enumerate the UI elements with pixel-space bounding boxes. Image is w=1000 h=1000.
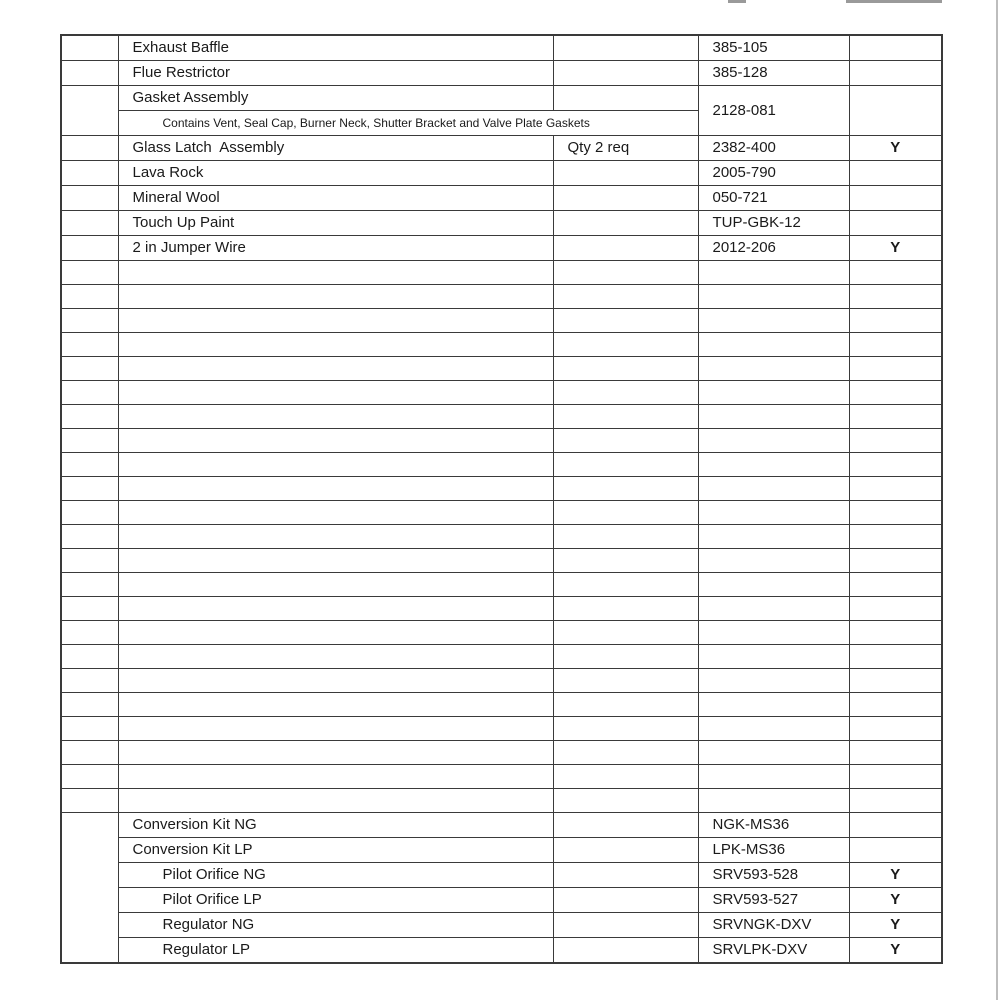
table-row <box>61 211 942 236</box>
description-cell: Exhaust Baffle <box>118 35 553 61</box>
stocked-cell <box>849 86 942 136</box>
qty-cell <box>553 161 698 186</box>
row-marker-cell <box>61 453 118 477</box>
stocked-cell <box>849 381 942 405</box>
stocked-cell <box>849 741 942 765</box>
row-marker-cell <box>61 501 118 525</box>
row-marker-cell <box>61 161 118 186</box>
part-number-cell <box>698 693 849 717</box>
qty-cell <box>553 86 698 111</box>
part-number-cell: NGK-MS36 <box>698 813 849 838</box>
stocked-cell <box>849 717 942 741</box>
part-number-cell: 2005-790 <box>698 161 849 186</box>
qty-cell <box>553 597 698 621</box>
part-number-cell <box>698 405 849 429</box>
table-row <box>61 863 942 888</box>
stocked-cell: Y <box>849 236 942 261</box>
description-cell: Touch Up Paint <box>118 211 553 236</box>
description-cell <box>118 261 553 285</box>
description-cell <box>118 669 553 693</box>
row-marker-cell <box>61 61 118 86</box>
stocked-cell <box>849 645 942 669</box>
part-number-cell <box>698 309 849 333</box>
part-number-cell <box>698 621 849 645</box>
stocked-cell <box>849 573 942 597</box>
qty-cell <box>553 913 698 938</box>
qty-cell <box>553 717 698 741</box>
qty-cell <box>553 525 698 549</box>
cropped-header-mark <box>728 0 746 3</box>
qty-cell <box>553 211 698 236</box>
description-cell: Conversion Kit NG <box>118 813 553 838</box>
row-marker-cell <box>61 285 118 309</box>
row-marker-cell <box>61 86 118 136</box>
description-cell <box>118 573 553 597</box>
description-cell: Conversion Kit LP <box>118 838 553 863</box>
qty-cell <box>553 549 698 573</box>
part-number-cell <box>698 453 849 477</box>
row-marker-cell <box>61 645 118 669</box>
blank-table-row <box>61 597 942 621</box>
qty-cell <box>553 381 698 405</box>
blank-table-row <box>61 333 942 357</box>
row-marker-cell <box>61 477 118 501</box>
part-number-cell <box>698 333 849 357</box>
description-cell: 2 in Jumper Wire <box>118 236 553 261</box>
part-number-cell: SRV593-527 <box>698 888 849 913</box>
cropped-header-mark <box>846 0 942 3</box>
stocked-cell <box>849 309 942 333</box>
stocked-cell: Y <box>849 888 942 913</box>
cropped-header-marks <box>728 0 958 5</box>
qty-cell <box>553 669 698 693</box>
row-marker-cell <box>61 35 118 61</box>
row-marker-cell <box>61 717 118 741</box>
part-number-cell <box>698 741 849 765</box>
part-number-cell <box>698 501 849 525</box>
stocked-cell <box>849 161 942 186</box>
qty-cell <box>553 813 698 838</box>
description-cell <box>118 525 553 549</box>
qty-cell <box>553 405 698 429</box>
part-number-cell: 2382-400 <box>698 136 849 161</box>
description-cell <box>118 789 553 813</box>
part-number-cell <box>698 261 849 285</box>
part-number-cell <box>698 645 849 669</box>
part-number-cell <box>698 573 849 597</box>
stocked-cell: Y <box>849 863 942 888</box>
description-cell <box>118 429 553 453</box>
table-row <box>61 888 942 913</box>
blank-table-row <box>61 309 942 333</box>
blank-table-row <box>61 789 942 813</box>
part-number-cell <box>698 597 849 621</box>
description-cell <box>118 645 553 669</box>
description-cell: Glass Latch Assembly <box>118 136 553 161</box>
stocked-cell: Y <box>849 913 942 938</box>
blank-table-row <box>61 669 942 693</box>
part-number-cell <box>698 549 849 573</box>
part-number-cell <box>698 669 849 693</box>
part-number-cell: LPK-MS36 <box>698 838 849 863</box>
parts-table <box>60 34 943 964</box>
stocked-cell <box>849 549 942 573</box>
row-marker-cell <box>61 693 118 717</box>
part-number-cell <box>698 789 849 813</box>
description-cell: Mineral Wool <box>118 186 553 211</box>
stocked-cell <box>849 261 942 285</box>
part-number-cell <box>698 525 849 549</box>
blank-table-row <box>61 741 942 765</box>
table-row <box>61 913 942 938</box>
row-marker-cell <box>61 765 118 789</box>
blank-table-row <box>61 717 942 741</box>
row-marker-cell <box>61 597 118 621</box>
description-cell <box>118 765 553 789</box>
row-marker-cell <box>61 211 118 236</box>
description-cell <box>118 453 553 477</box>
description-cell <box>118 717 553 741</box>
qty-cell <box>553 621 698 645</box>
description-cell <box>118 309 553 333</box>
description-cell <box>118 285 553 309</box>
qty-cell <box>553 61 698 86</box>
description-cell <box>118 621 553 645</box>
stocked-cell <box>849 35 942 61</box>
qty-cell: Qty 2 req <box>553 136 698 161</box>
stocked-cell <box>849 61 942 86</box>
table-row <box>61 236 942 261</box>
blank-table-row <box>61 285 942 309</box>
parts-table-body <box>61 35 942 963</box>
stocked-cell <box>849 357 942 381</box>
qty-cell <box>553 35 698 61</box>
description-cell: Pilot Orifice NG <box>118 863 553 888</box>
part-number-cell <box>698 477 849 501</box>
row-marker-cell <box>61 669 118 693</box>
blank-table-row <box>61 477 942 501</box>
qty-cell <box>553 261 698 285</box>
blank-table-row <box>61 525 942 549</box>
qty-cell <box>553 741 698 765</box>
stocked-cell <box>849 621 942 645</box>
description-cell <box>118 357 553 381</box>
part-number-cell <box>698 765 849 789</box>
row-marker-cell <box>61 333 118 357</box>
table-row <box>61 938 942 964</box>
table-row <box>61 136 942 161</box>
row-marker-cell <box>61 525 118 549</box>
part-number-cell: 2128-081 <box>698 86 849 136</box>
blank-table-row <box>61 453 942 477</box>
description-cell: Regulator NG <box>118 913 553 938</box>
part-number-cell: SRVLPK-DXV <box>698 938 849 964</box>
blank-table-row <box>61 621 942 645</box>
part-number-cell <box>698 381 849 405</box>
qty-cell <box>553 186 698 211</box>
note-cell: Contains Vent, Seal Cap, Burner Neck, Shutter Bracket and Valve Plate Gaskets <box>118 111 698 136</box>
row-marker-cell <box>61 741 118 765</box>
qty-cell <box>553 477 698 501</box>
blank-table-row <box>61 549 942 573</box>
part-number-cell: 050-721 <box>698 186 849 211</box>
stocked-cell <box>849 669 942 693</box>
blank-table-row <box>61 357 942 381</box>
table-row <box>61 813 942 838</box>
row-marker-cell <box>61 261 118 285</box>
qty-cell <box>553 333 698 357</box>
table-row <box>61 838 942 863</box>
qty-cell <box>553 789 698 813</box>
row-marker-cell <box>61 186 118 211</box>
stocked-cell <box>849 453 942 477</box>
qty-cell <box>553 309 698 333</box>
description-cell <box>118 741 553 765</box>
part-number-cell <box>698 717 849 741</box>
qty-cell <box>553 236 698 261</box>
qty-cell <box>553 938 698 964</box>
part-number-cell: SRV593-528 <box>698 863 849 888</box>
qty-cell <box>553 453 698 477</box>
stocked-cell: Y <box>849 938 942 964</box>
row-marker-cell <box>61 549 118 573</box>
description-cell <box>118 597 553 621</box>
description-cell: Regulator LP <box>118 938 553 964</box>
table-row <box>61 161 942 186</box>
description-cell <box>118 381 553 405</box>
stocked-cell <box>849 501 942 525</box>
description-cell <box>118 549 553 573</box>
row-marker-cell <box>61 405 118 429</box>
blank-table-row <box>61 765 942 789</box>
description-cell: Pilot Orifice LP <box>118 888 553 913</box>
description-cell <box>118 405 553 429</box>
row-marker-cell <box>61 309 118 333</box>
part-number-cell <box>698 357 849 381</box>
qty-cell <box>553 573 698 597</box>
row-marker-cell <box>61 621 118 645</box>
stocked-cell <box>849 813 942 838</box>
row-marker-cell <box>61 429 118 453</box>
stocked-cell <box>849 838 942 863</box>
qty-cell <box>553 863 698 888</box>
qty-cell <box>553 693 698 717</box>
blank-table-row <box>61 645 942 669</box>
blank-table-row <box>61 261 942 285</box>
blank-table-row <box>61 573 942 597</box>
blank-table-row <box>61 381 942 405</box>
stocked-cell <box>849 597 942 621</box>
description-cell <box>118 477 553 501</box>
qty-cell <box>553 357 698 381</box>
table-row <box>61 186 942 211</box>
stocked-cell <box>849 405 942 429</box>
row-marker-cell <box>61 573 118 597</box>
description-cell <box>118 501 553 525</box>
part-number-cell: 385-105 <box>698 35 849 61</box>
blank-table-row <box>61 429 942 453</box>
description-cell <box>118 693 553 717</box>
stocked-cell <box>849 186 942 211</box>
stocked-cell <box>849 765 942 789</box>
row-marker-cell <box>61 357 118 381</box>
qty-cell <box>553 765 698 789</box>
stocked-cell <box>849 333 942 357</box>
qty-cell <box>553 888 698 913</box>
row-marker-cell <box>61 236 118 261</box>
part-number-cell <box>698 285 849 309</box>
description-cell: Lava Rock <box>118 161 553 186</box>
table-row <box>61 35 942 61</box>
part-number-cell: 385-128 <box>698 61 849 86</box>
blank-table-row <box>61 693 942 717</box>
stocked-cell <box>849 477 942 501</box>
qty-cell <box>553 501 698 525</box>
qty-cell <box>553 285 698 309</box>
part-number-cell: SRVNGK-DXV <box>698 913 849 938</box>
row-marker-cell <box>61 813 118 964</box>
blank-table-row <box>61 405 942 429</box>
table-row <box>61 61 942 86</box>
stocked-cell: Y <box>849 136 942 161</box>
description-cell: Flue Restrictor <box>118 61 553 86</box>
stocked-cell <box>849 429 942 453</box>
stocked-cell <box>849 693 942 717</box>
row-marker-cell <box>61 789 118 813</box>
description-cell <box>118 333 553 357</box>
part-number-cell <box>698 429 849 453</box>
part-number-cell: 2012-206 <box>698 236 849 261</box>
row-marker-cell <box>61 136 118 161</box>
qty-cell <box>553 645 698 669</box>
stocked-cell <box>849 211 942 236</box>
stocked-cell <box>849 285 942 309</box>
stocked-cell <box>849 789 942 813</box>
part-number-cell: TUP-GBK-12 <box>698 211 849 236</box>
description-cell: Gasket Assembly <box>118 86 553 111</box>
qty-cell <box>553 429 698 453</box>
stocked-cell <box>849 525 942 549</box>
qty-cell <box>553 838 698 863</box>
blank-table-row <box>61 501 942 525</box>
row-marker-cell <box>61 381 118 405</box>
table-row <box>61 86 942 111</box>
